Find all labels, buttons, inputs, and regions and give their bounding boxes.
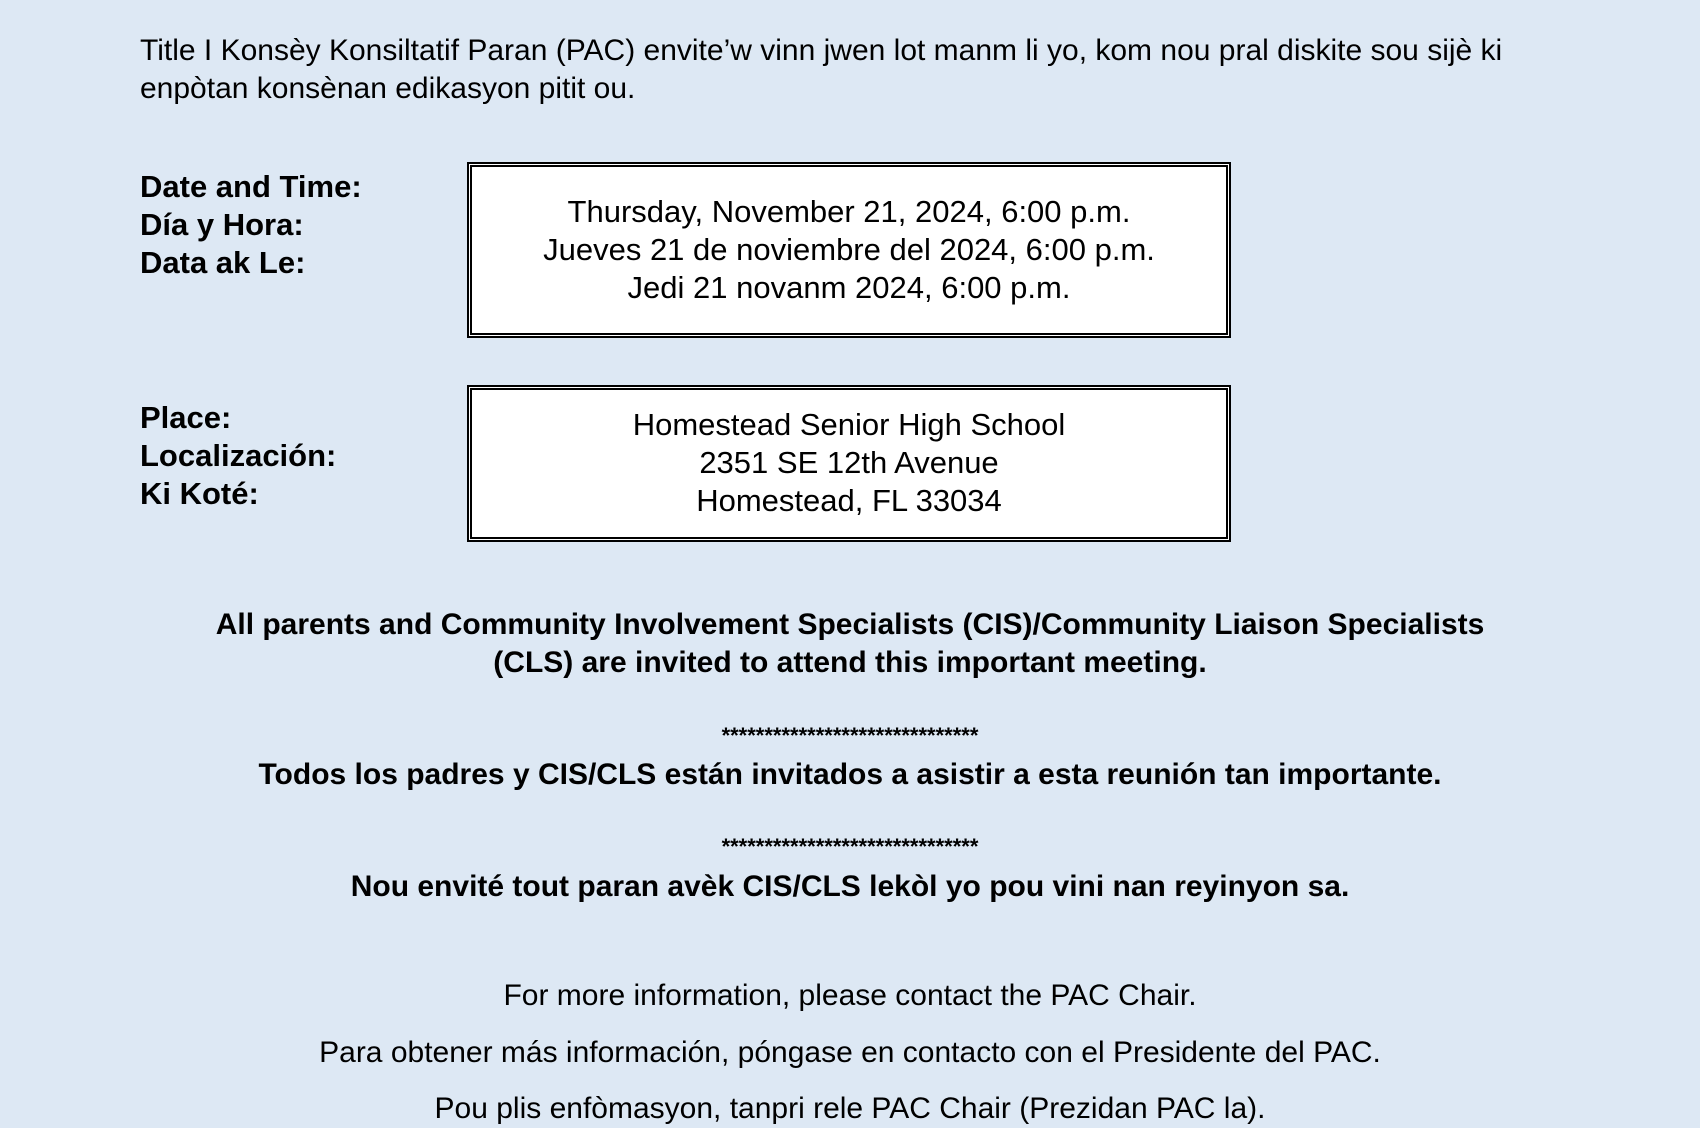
place-label-es: Localización: — [140, 438, 337, 473]
date-time-ht: Jedi 21 novanm 2024, 6:00 p.m. — [627, 270, 1071, 305]
place-box — [467, 385, 1231, 542]
invitation-english — [130, 606, 1570, 682]
place-city: Homestead, FL 33034 — [696, 483, 1002, 518]
date-time-labels — [140, 168, 362, 282]
invitation-english-line1: All parents and Community Involvement Specialists (CIS)/Community Liaison Specialists — [215, 608, 1485, 641]
separator-2: ****************************** — [721, 834, 979, 859]
contact-spanish: Para obtener más información, póngase en contacto con el Presidente del PAC. — [319, 1036, 1381, 1069]
place-label-en: Place: — [140, 400, 232, 435]
date-time-label-es: Día y Hora: — [140, 207, 304, 242]
date-time-en: Thursday, November 21, 2024, 6:00 p.m. — [567, 194, 1131, 229]
separator-1: ****************************** — [721, 723, 979, 748]
date-time-box — [467, 162, 1231, 338]
date-time-label-ht: Data ak Le: — [140, 245, 306, 280]
date-time-es: Jueves 21 de noviembre del 2024, 6:00 p.m. — [543, 232, 1155, 267]
place-label-ht: Ki Koté: — [140, 476, 259, 511]
invitation-creole: Nou envité tout paran avèk CIS/CLS lekòl yo pou vini nan reyinyon sa. — [350, 870, 1350, 903]
intro-paragraph: Title I Konsèy Konsiltatif Paran (PAC) envite’w vinn jwen lot manm li yo, kom nou pral diskite sou sijè ki enpòtan konsènan edikasyon pitit ou. — [140, 34, 1503, 105]
date-time-label-en: Date and Time: — [140, 169, 362, 204]
contact-english: For more information, please contact the PAC Chair. — [503, 979, 1197, 1012]
place-labels — [140, 399, 336, 513]
invitation-spanish: Todos los padres y CIS/CLS están invitados a asistir a esta reunión tan importante. — [258, 758, 1442, 791]
place-name: Homestead Senior High School — [632, 407, 1066, 442]
place-street: 2351 SE 12th Avenue — [699, 445, 999, 480]
invitation-english-line2: (CLS) are invited to attend this important meeting. — [493, 646, 1207, 679]
contact-creole: Pou plis enfòmasyon, tanpri rele PAC Chair (Prezidan PAC la). — [434, 1092, 1266, 1125]
